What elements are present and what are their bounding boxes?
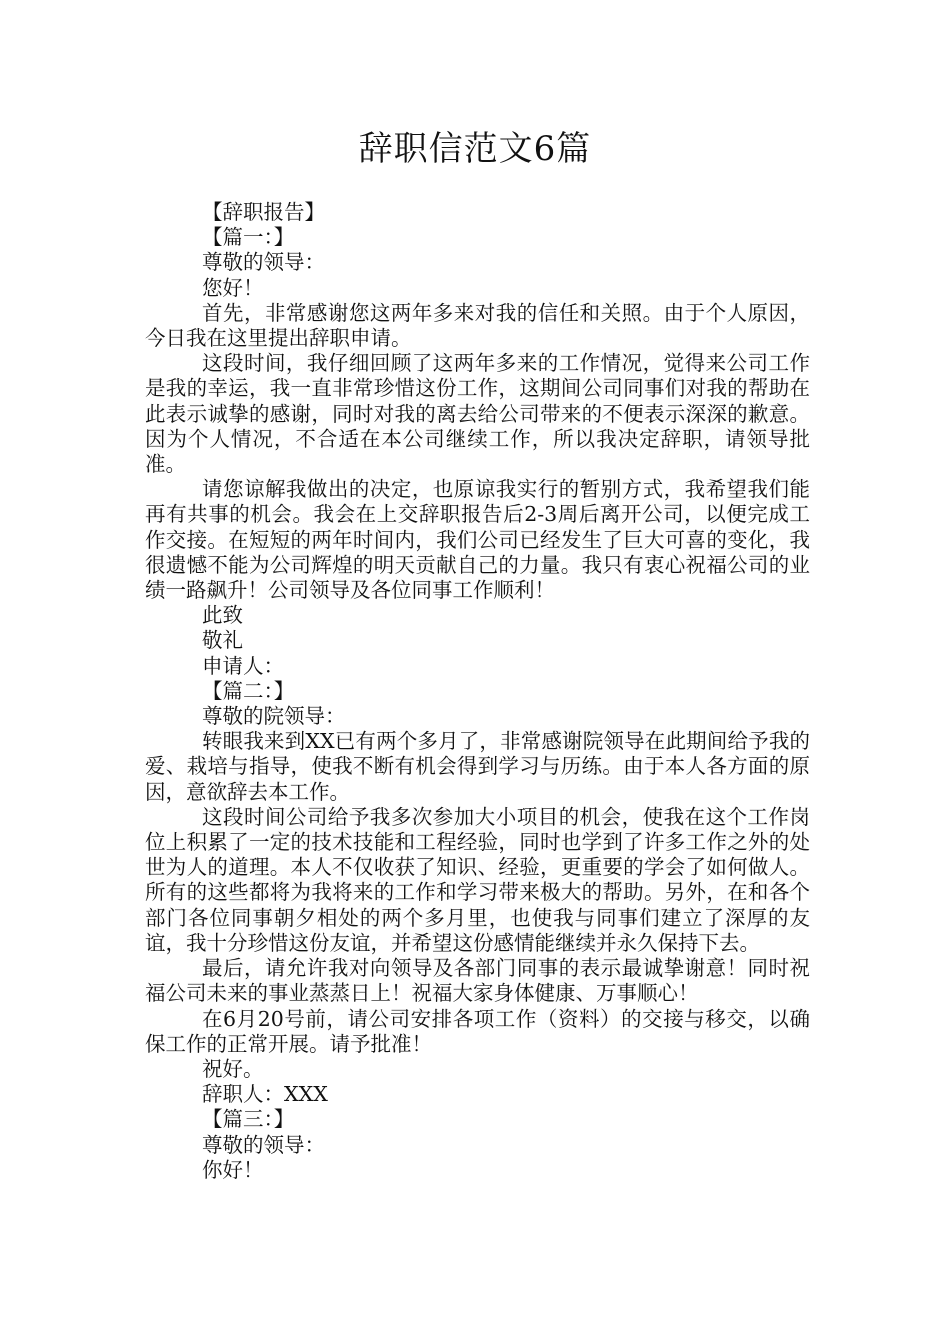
closing: 敬礼 — [202, 628, 243, 653]
paragraph: 这段时间，我仔细回顾了这两年多来的工作情况，觉得来公司工作是我的幸运，我一直非常珍惜这份工作，这期间公司同事们对我的帮助在此表示诚挚的感谢，同时对我的离去给公司带来的不便表示深深的歉意。因为个人情况，不合适在本公司继续工作，所以我决定辞职，请领导批准。 — [145, 351, 810, 477]
closing: 此致 — [202, 603, 243, 628]
greeting: 你好！ — [202, 1157, 264, 1182]
paragraph: 这段时间公司给予我多次参加大小项目的机会，使我在这个工作岗位上积累了一定的技术技能和工程经验，同时也学到了许多工作之外的处世为人的道理。本人不仅收获了知识、经验，更重要的学会了如何做人。所有的这些都将为我将来的工作和学习带来极大的帮助。另外，在和各个部门各位同事朝夕相处的两个多月里，也使我与同事们建立了深厚的友谊，我十分珍惜这份友谊，并希望这份感情能继续并永久保持下去。 — [145, 804, 810, 955]
signature-line: 辞职人：XXX — [202, 1082, 328, 1107]
closing: 祝好。 — [202, 1056, 264, 1081]
salutation: 尊敬的院领导： — [202, 704, 346, 729]
letter-heading: 【篇二：】 — [202, 678, 295, 703]
salutation: 尊敬的领导： — [202, 250, 325, 275]
signature-line: 申请人： — [202, 653, 284, 678]
paragraph: 在6月20号前，请公司安排各项工作（资料）的交接与移交，以确保工作的正常开展。请予批准！ — [145, 1006, 810, 1056]
paragraph: 转眼我来到XX已有两个多月了，非常感谢院领导在此期间给予我的爱、栽培与指导，使我不断有机会得到学习与历练。由于本人各方面的原因，意欲辞去本工作。 — [145, 729, 810, 804]
paragraph: 首先，非常感谢您这两年多来对我的信任和关照。由于个人原因，今日我在这里提出辞职申请。 — [145, 300, 810, 351]
greeting: 您好！ — [202, 275, 264, 300]
document-title: 辞职信范文6篇 — [358, 129, 592, 169]
document-body — [145, 200, 810, 1183]
letter-heading: 【篇一：】 — [202, 225, 295, 250]
paragraph: 最后，请允许我对向领导及各部门同事的表示最诚挚谢意！同时祝福公司未来的事业蒸蒸日上！祝福大家身体健康、万事顺心！ — [145, 956, 810, 1006]
salutation: 尊敬的领导： — [202, 1132, 325, 1157]
section-heading: 【辞职报告】 — [202, 200, 325, 224]
paragraph: 请您谅解我做出的决定，也原谅我实行的暂别方式，我希望我们能再有共事的机会。我会在上交辞职报告后2-3周后离开公司，以便完成工作交接。在短短的两年时间内，我们公司已经发生了巨大可喜的变化，我很遗憾不能为公司辉煌的明天贡献自己的力量。我只有衷心祝福公司的业绩一路飙升！公司领导及各位同事工作顺利！ — [145, 477, 810, 603]
letter-heading: 【篇三：】 — [202, 1107, 295, 1132]
